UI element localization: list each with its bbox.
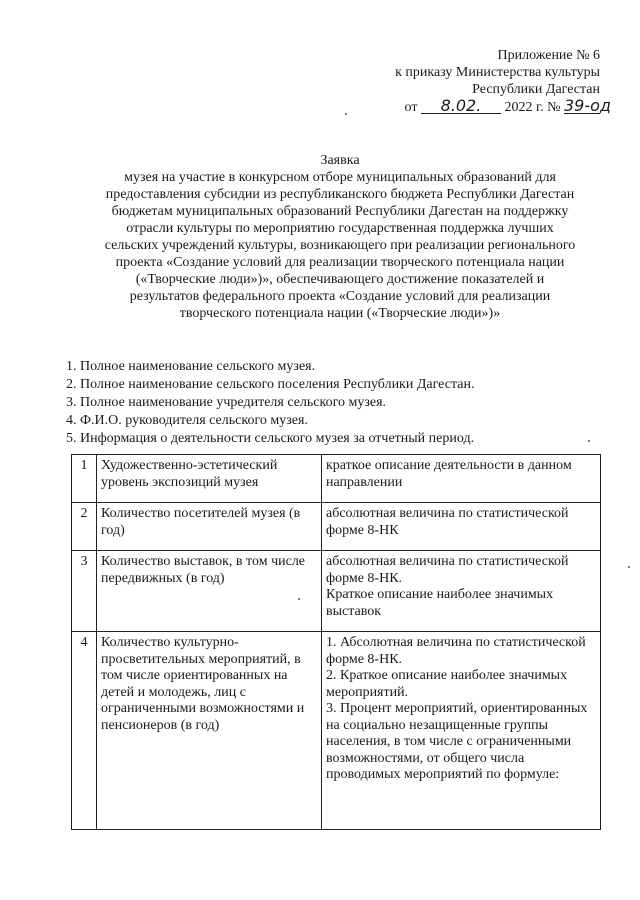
description-line: 2. Краткое описание наиболее значимых мероприятий. [326,668,568,700]
appendix-number: Приложение № 6 [497,48,600,63]
description-line: абсолютная величина по статистической форме 8-НК. [326,554,569,586]
description-line: абсолютная величина по статистической форме 8-НК [326,506,569,538]
row-number: 4 [72,632,97,830]
description-cell [322,632,601,830]
application-title [100,152,580,322]
list-item: 5. Информация о деятельности сельского музея за отчетный период. [66,431,475,446]
list-item: 4. Ф.И.О. руководителя сельского музея. [66,413,308,428]
criterion-cell: Количество посетителей музея (в год) [97,503,322,551]
criterion-cell: Количество культурно-просветительных мероприятий, в том числе ориентированных на детей и молодежь, лиц с ограниченными возможностями и пенсионеров (в год) [97,632,322,830]
criteria-table [71,454,601,830]
handwritten-date: 8.02. [421,98,501,114]
scan-speck [588,440,590,442]
description-cell [322,455,601,503]
scan-speck [628,566,630,568]
description-line: 3. Процент мероприятий, ориентированных на социально незащищенные группы населения, в том числе с ограниченными возможностями, от общего числа проводимых мероприятий по формуле: [326,701,588,782]
year-text: 2022 г. № [504,100,561,115]
scan-speck [298,598,300,600]
list-item: 1. Полное наименование сельского музея. [66,359,316,374]
table-row [72,455,601,503]
criterion-cell: Количество выставок, в том числе передвижных (в год) [97,551,322,632]
republic-name: Республики Дагестан [472,82,600,97]
row-number: 2 [72,503,97,551]
date-prefix: от [404,100,418,115]
handwritten-order-number: 39-од [564,96,611,115]
required-info-list [66,358,474,448]
description-line: Краткое описание наиболее значимых выставок [326,587,554,619]
description-line: 1. Абсолютная величина по статистической форме 8-НК. [326,635,586,667]
row-number: 1 [72,455,97,503]
list-item: 2. Полное наименование сельского поселения Республики Дагестан. [66,377,475,392]
table-row [72,632,601,830]
title-word: Заявка [320,153,360,168]
row-number: 3 [72,551,97,632]
criterion-cell: Художественно-эстетический уровень экспозиций музея [97,455,322,503]
description-cell [322,551,601,632]
order-date-line [395,96,611,116]
description-cell [322,503,601,551]
table-row [72,551,601,632]
list-item: 3. Полное наименование учредителя сельского музея. [66,395,387,410]
scan-speck [345,113,347,115]
table-row [72,503,601,551]
order-reference: к приказу Министерства культуры [395,65,600,80]
document-header [395,47,611,116]
description-line: краткое описание деятельности в данном направлении [326,458,572,490]
title-description: музея на участие в конкурсном отборе муниципальных образований для предоставления субсидии из республиканского бюджета Республики Дагестан бюджетам муниципальных образований Республики Дагестан на поддержку отрасли культуры по мероприятию государственная поддержка лучших сельских учреждений культуры, возникающего при реализации регионального проекта «Создание условий для реализации творческого потенциала нации («Творческие люди»)», обеспечивающего достижение показателей и результатов федерального проекта «Создание условий для реализации творческого потенциала нации («Творческие люди»)» [104,170,576,321]
